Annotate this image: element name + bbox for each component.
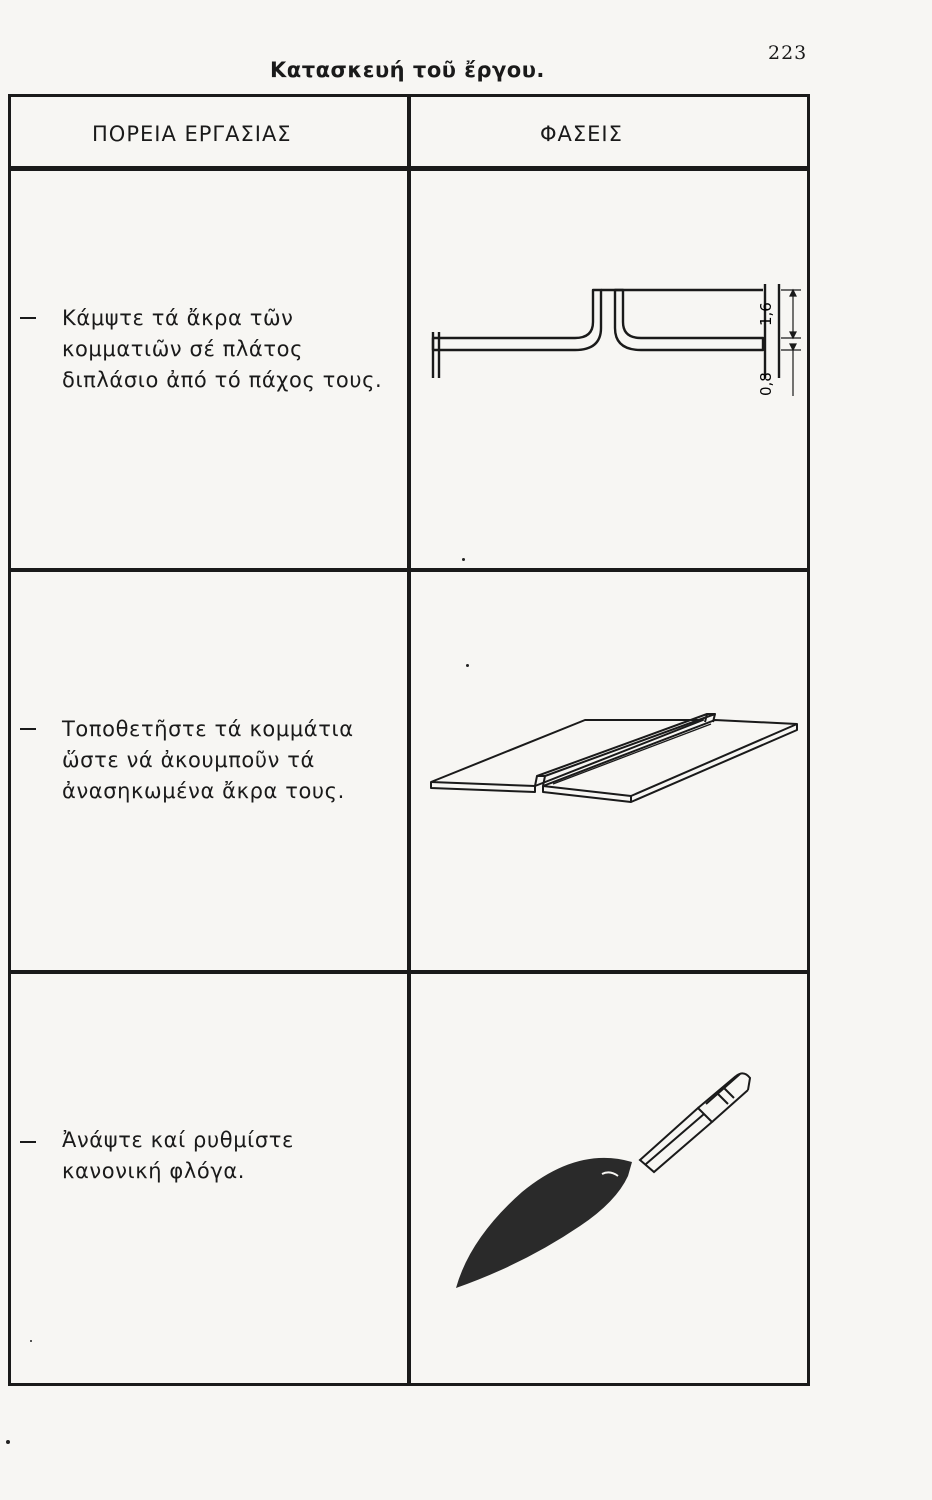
bent-edges-cross-section <box>425 278 805 408</box>
flame-shape <box>456 1158 632 1288</box>
dash-bullet <box>20 728 36 730</box>
scan-speck <box>462 558 465 561</box>
dash-bullet <box>20 317 36 319</box>
scan-speck <box>6 1440 10 1444</box>
header-divider <box>8 166 810 171</box>
dimension-label-height: 1,6 <box>757 302 775 326</box>
dash-bullet <box>20 1141 36 1143</box>
step-text-2 <box>20 714 400 807</box>
row-divider <box>8 970 810 974</box>
page-title: Κατασκευή τοῦ ἔργου. <box>270 58 545 82</box>
dimension-label-thickness: 0,8 <box>757 372 775 396</box>
row-divider <box>8 568 810 572</box>
page-number: 223 <box>768 42 808 64</box>
column-header-phases: ΦΑΣΕΙΣ <box>540 122 623 146</box>
scan-speck <box>30 1340 32 1342</box>
step-3-label: Ἀνάψτε καί ρυθμίστε κανονική φλόγα. <box>62 1128 294 1183</box>
step-1-label: Κάμψτε τά ἄκρα τῶν κομματιῶν σέ πλάτος διπλάσιο ἀπό τό πάχος τους. <box>62 306 383 392</box>
placed-plates-illustration <box>425 710 805 840</box>
torch-nozzle <box>640 1073 750 1172</box>
scan-speck <box>466 664 469 667</box>
torch-flame-illustration <box>440 1060 780 1300</box>
step-2-label: Τοποθετῆστε τά κομμάτια ὥστε νά ἀκουμποῦν τά ἀνασηκωμένα ἄκρα τους. <box>62 717 354 803</box>
column-divider <box>407 94 411 1386</box>
step-text-3 <box>20 1125 400 1187</box>
step-text-1 <box>20 303 400 396</box>
column-header-procedure: ΠΟΡΕΙΑ ΕΡΓΑΣΙΑΣ <box>92 122 292 146</box>
